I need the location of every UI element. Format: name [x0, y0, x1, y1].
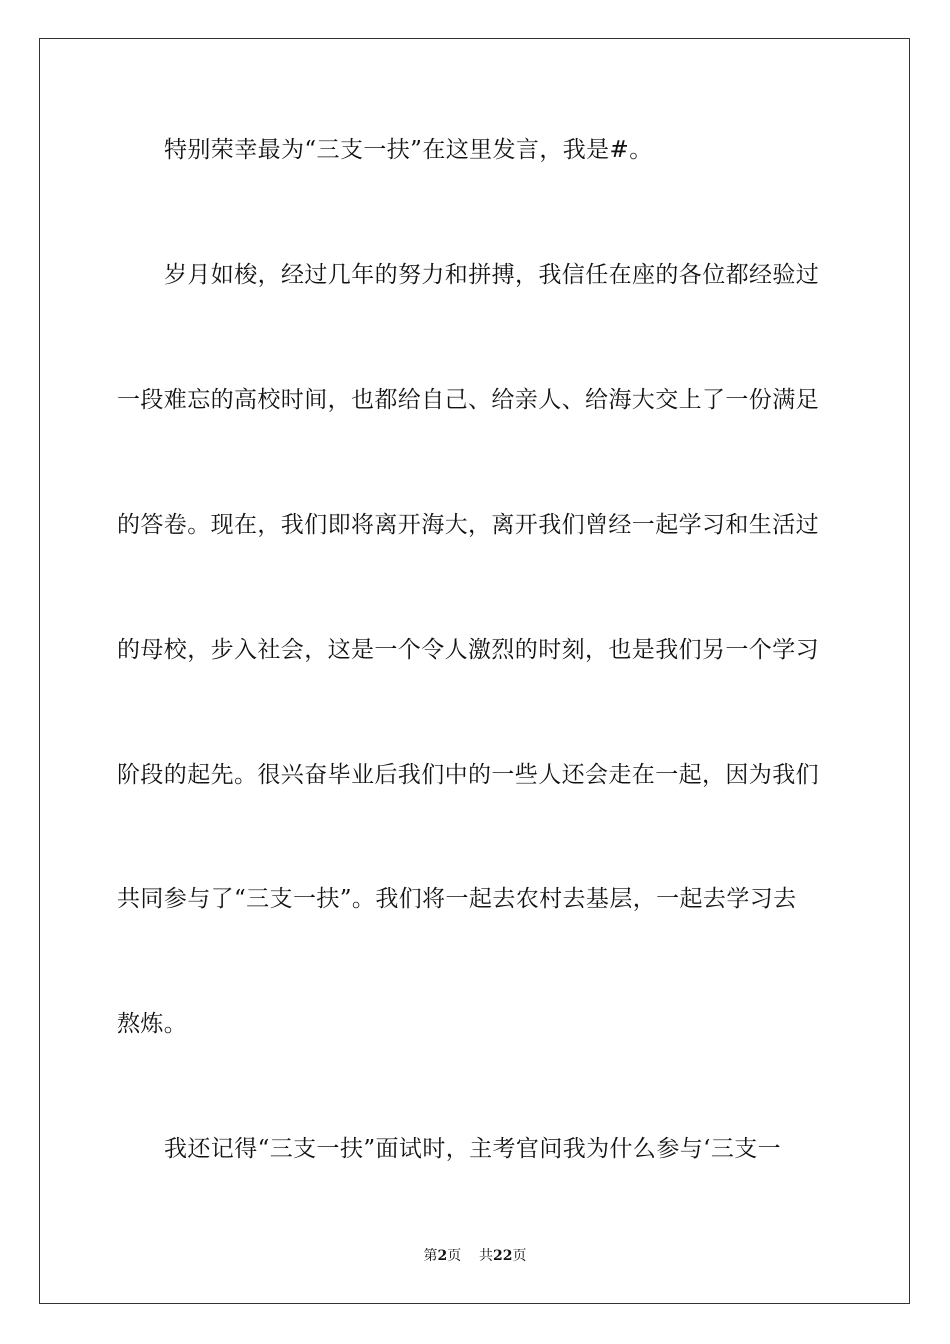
footer-page-prefix: 第 [423, 1248, 438, 1264]
paragraph-line-8: 熬炼。 [117, 1011, 188, 1037]
paragraph-line-7: 共同参与了“三支一扶”。我们将一起去农村去基层，一起去学习去 [117, 886, 797, 912]
paragraph-line-1: 特别荣幸最为“三支一扶”在这里发言，我是#。 [164, 137, 653, 163]
page-footer [0, 1247, 950, 1265]
footer-total-pages: 22 [493, 1248, 513, 1264]
paragraph-line-5: 的母校，步入社会，这是一个令人激烈的时刻，也是我们另一个学习 [117, 637, 819, 663]
paragraph-line-9: 我还记得“三支一扶”面试时，主考官问我为什么参与‘三支一 [164, 1136, 782, 1162]
paragraph-line-6: 阶段的起先。很兴奋毕业后我们中的一些人还会走在一起，因为我们 [117, 762, 819, 788]
paragraph-line-4: 的答卷。现在，我们即将离开海大，离开我们曾经一起学习和生活过 [117, 512, 819, 538]
page-border [39, 38, 910, 1304]
footer-page-unit: 页 [447, 1248, 462, 1264]
footer-page-number: 2 [437, 1248, 448, 1264]
footer-total-unit: 页 [512, 1248, 527, 1264]
paragraph-line-2: 岁月如梭，经过几年的努力和拼搏，我信任在座的各位都经验过 [164, 262, 820, 288]
footer-total-prefix: 共 [479, 1248, 494, 1264]
paragraph-line-3: 一段难忘的高校时间，也都给自己、给亲人、给海大交上了一份满足 [117, 387, 819, 413]
